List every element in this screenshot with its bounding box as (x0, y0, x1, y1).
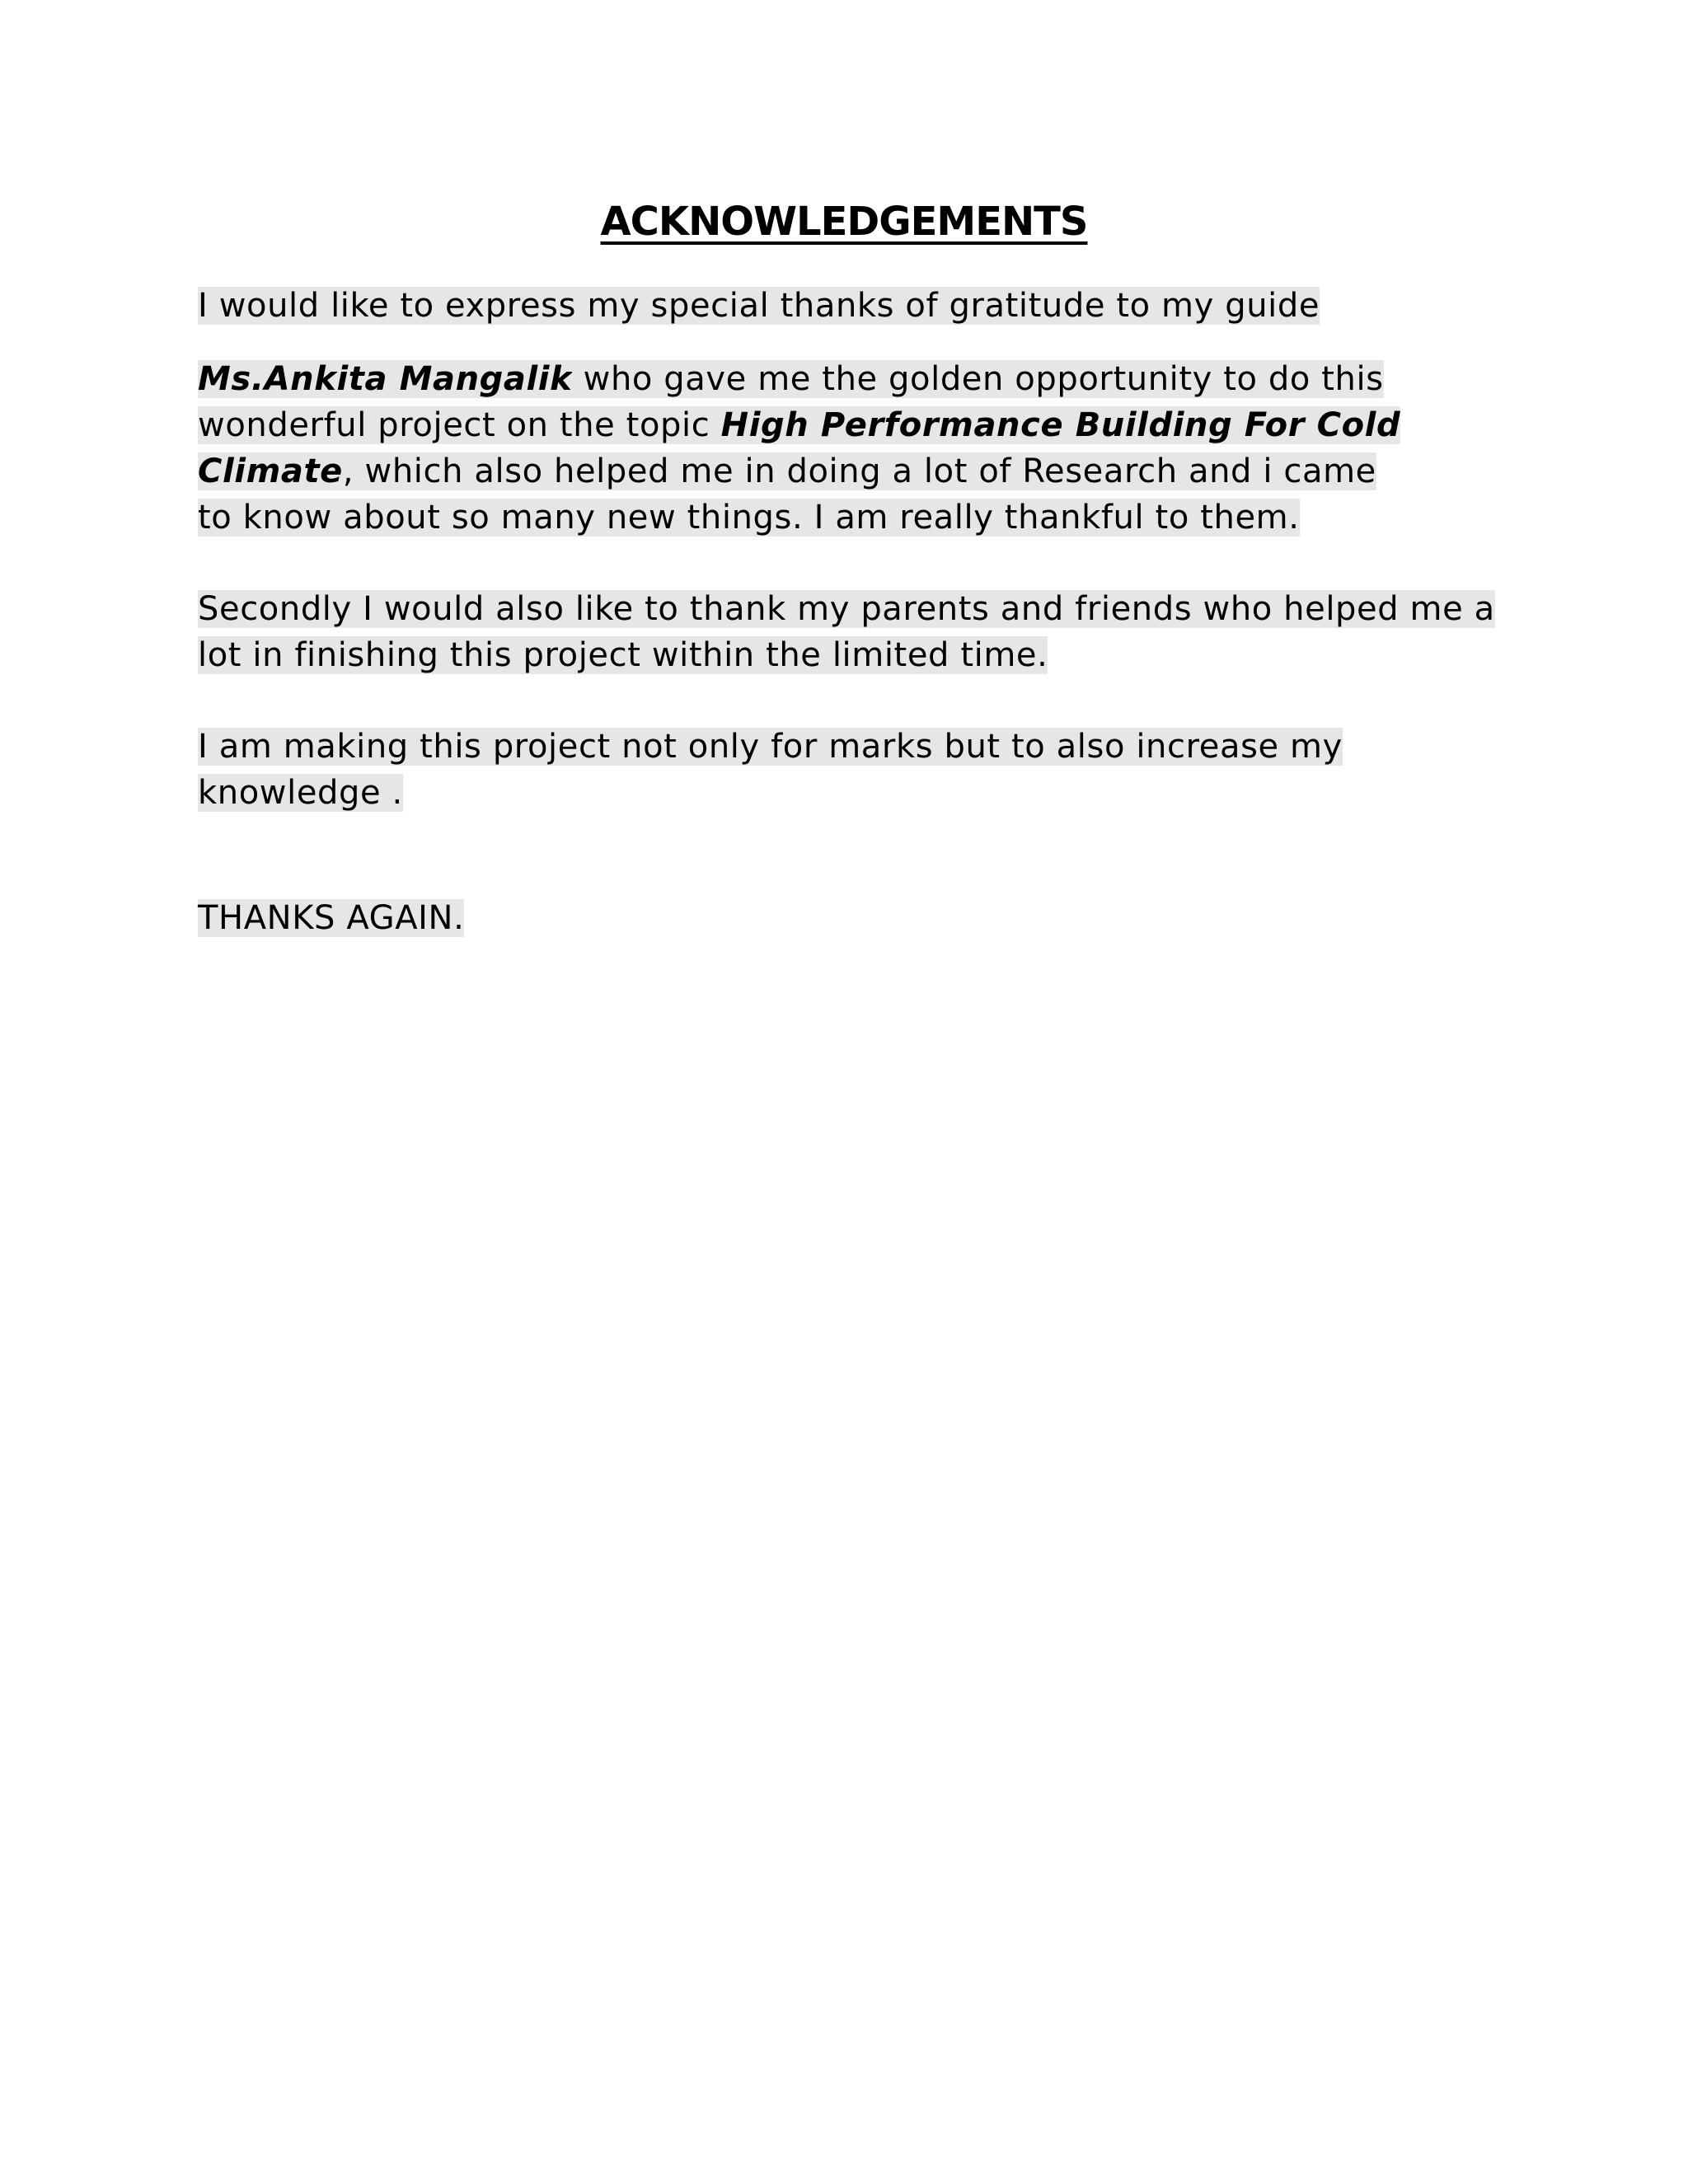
parents-line-1: Secondly I would also like to thank my parents and friends who helped me a (198, 590, 1495, 628)
guide-name: Ms.Ankita Mangalik (198, 360, 573, 398)
title-text: ACKNOWLEDGEMENTS (600, 199, 1088, 245)
paragraph-guide (198, 356, 1400, 541)
paragraph-purpose (198, 724, 1343, 816)
paragraph-parents (198, 586, 1495, 678)
closing-text: THANKS AGAIN. (198, 899, 465, 937)
page-title (0, 193, 1688, 251)
project-topic-part-1: High Performance Building For Cold (720, 406, 1401, 444)
paragraph-closing (198, 895, 464, 941)
purpose-line-1: I am making this project not only for marks but to also increase my (198, 728, 1343, 766)
purpose-line-2: knowledge . (198, 774, 403, 812)
guide-line-2-start: wonderful project on the topic (198, 406, 721, 444)
parents-line-2: lot in finishing this project within the limited time. (198, 636, 1048, 674)
intro-line-1: I would like to express my special thanks of gratitude to my guide (198, 287, 1320, 325)
project-topic-part-2: Climate (198, 452, 343, 490)
guide-line-4: to know about so many new things. I am really thankful to them. (198, 499, 1300, 537)
guide-line-1-rest: who gave me the golden opportunity to do this (572, 360, 1384, 398)
guide-line-3-rest: , which also helped me in doing a lot of Research and i came (342, 452, 1376, 490)
paragraph-intro (198, 283, 1320, 329)
